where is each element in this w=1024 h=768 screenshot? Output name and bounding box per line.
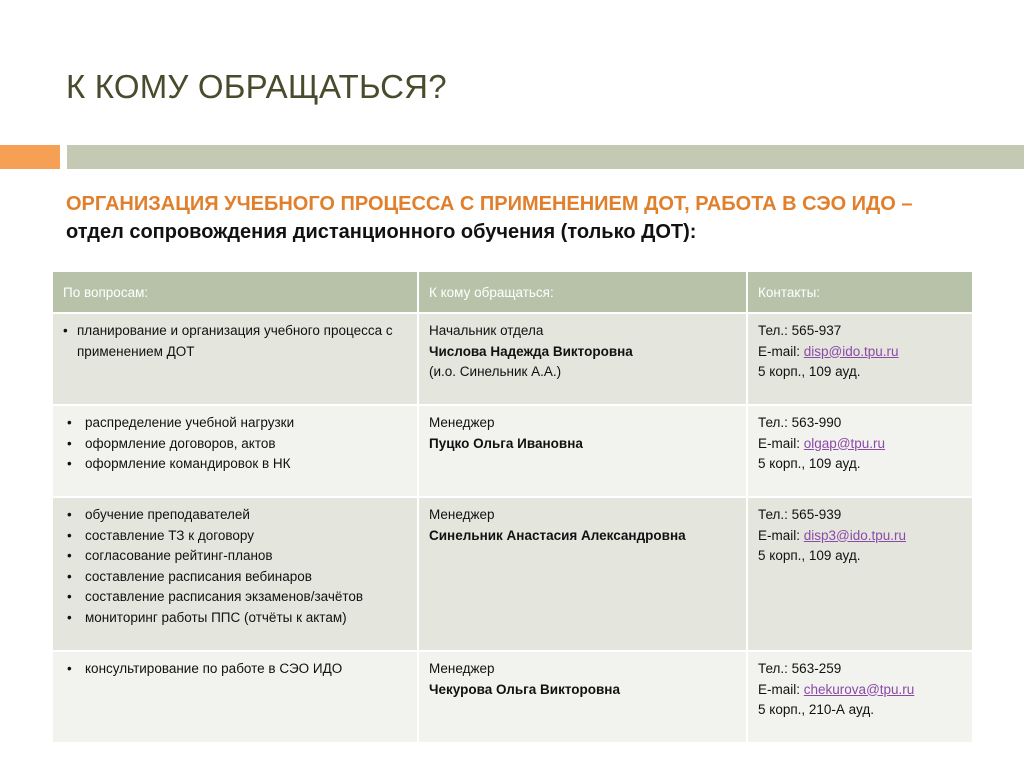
topic-item: • обучение преподавателей xyxy=(63,505,407,526)
email-link[interactable]: disp@ido.tpu.ru xyxy=(803,343,899,359)
table-row xyxy=(52,651,973,743)
person-role: Начальник отдела xyxy=(429,323,544,338)
person-cell xyxy=(418,651,747,743)
header-topics: По вопросам: xyxy=(52,271,418,313)
topic-item: • оформление командировок в НК xyxy=(63,454,407,475)
person-name: Чекурова Ольга Викторовна xyxy=(429,681,620,697)
email-label: E-mail: xyxy=(758,527,801,543)
person-cell xyxy=(418,497,747,651)
header-contact-person: К кому обращаться: xyxy=(418,271,747,313)
topics-cell xyxy=(52,313,418,405)
room: 5 корп., 109 ауд. xyxy=(758,548,861,563)
room: 5 корп., 210-А ауд. xyxy=(758,702,874,717)
phone: Тел.: 563-259 xyxy=(758,661,842,676)
room: 5 корп., 109 ауд. xyxy=(758,456,861,471)
header-contacts: Контакты: xyxy=(747,271,973,313)
topics-cell xyxy=(52,405,418,497)
table-row xyxy=(52,497,973,651)
table-row xyxy=(52,405,973,497)
topic-item: • планирование и организация учебного процесса с применением ДОТ xyxy=(63,321,407,362)
subtitle-plain: отдел сопровождения дистанционного обучения (только ДОТ): xyxy=(66,221,697,243)
contacts-cell xyxy=(747,497,973,651)
topic-item: • оформление договоров, актов xyxy=(63,434,407,455)
contacts-cell xyxy=(747,313,973,405)
accent-bar-orange xyxy=(0,145,60,169)
subtitle xyxy=(66,190,913,246)
person-name: Числова Надежда Викторовна xyxy=(429,343,633,359)
person-name: Синельник Анастасия Александровна xyxy=(429,527,686,543)
phone: Тел.: 563-990 xyxy=(758,415,842,430)
topic-item: • составление расписания экзаменов/зачётов xyxy=(63,587,407,608)
person-role: Менеджер xyxy=(429,415,495,430)
contacts-cell xyxy=(747,405,973,497)
email-line xyxy=(758,680,962,701)
email-link[interactable]: olgap@tpu.ru xyxy=(803,435,886,451)
phone: Тел.: 565-937 xyxy=(758,323,842,338)
person-name: Пуцко Ольга Ивановна xyxy=(429,435,583,451)
topic-item: • составление расписания вебинаров xyxy=(63,567,407,588)
page-title: К КОМУ ОБРАЩАТЬСЯ? xyxy=(66,68,447,105)
phone: Тел.: 565-939 xyxy=(758,507,842,522)
email-label: E-mail: xyxy=(758,343,801,359)
table-header-row xyxy=(52,271,973,313)
room: 5 корп., 109 ауд. xyxy=(758,364,861,379)
person-cell xyxy=(418,313,747,405)
topic-item: • согласование рейтинг-планов xyxy=(63,546,407,567)
person-cell xyxy=(418,405,747,497)
email-line xyxy=(758,434,962,455)
accent-bar-green xyxy=(67,145,1024,169)
topic-item: • консультирование по работе в СЭО ИДО xyxy=(63,659,407,680)
contacts-cell xyxy=(747,651,973,743)
topics-cell xyxy=(52,497,418,651)
subtitle-accent: ОРГАНИЗАЦИЯ УЧЕБНОГО ПРОЦЕССА С ПРИМЕНЕНИЕМ ДОТ, РАБОТА В СЭО ИДО – xyxy=(66,193,913,215)
person-role: Менеджер xyxy=(429,661,495,676)
topics-cell xyxy=(52,651,418,743)
person-note: (и.о. Синельник А.А.) xyxy=(429,364,562,379)
email-line xyxy=(758,342,962,363)
topic-item: • мониторинг работы ППС (отчёты к актам) xyxy=(63,608,407,629)
table-row xyxy=(52,313,973,405)
topic-item: • составление ТЗ к договору xyxy=(63,526,407,547)
email-link[interactable]: chekurova@tpu.ru xyxy=(803,681,915,697)
person-role: Менеджер xyxy=(429,507,495,522)
email-link[interactable]: disp3@ido.tpu.ru xyxy=(803,527,907,543)
contacts-table xyxy=(51,270,974,744)
email-label: E-mail: xyxy=(758,435,801,451)
email-label: E-mail: xyxy=(758,681,801,697)
topic-item: • распределение учебной нагрузки xyxy=(63,413,407,434)
email-line xyxy=(758,526,962,547)
